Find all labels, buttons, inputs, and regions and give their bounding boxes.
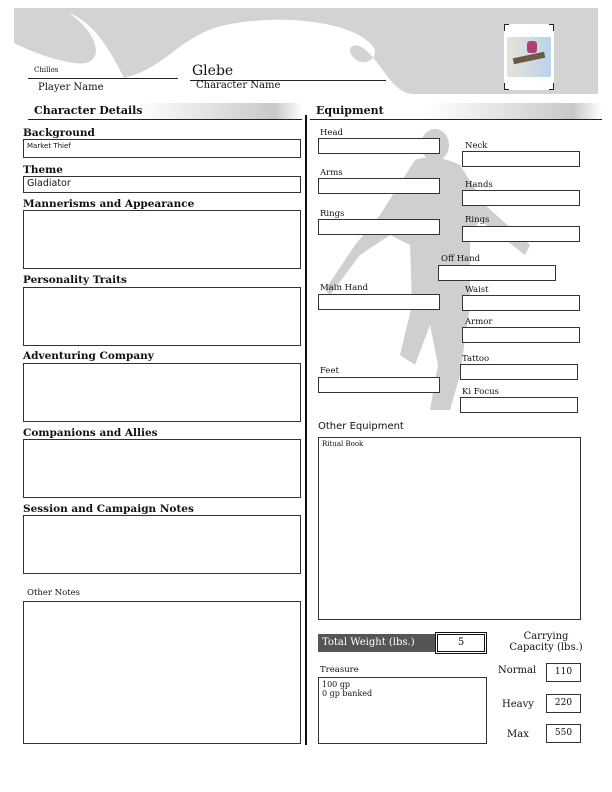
personality-label: Personality Traits (23, 274, 127, 286)
max-capacity-value[interactable]: 550 (546, 724, 581, 743)
background-value: Market Thief (27, 142, 71, 150)
off-hand-label: Off Hand (441, 254, 481, 264)
other-equipment-value: Ritual Book (322, 440, 364, 448)
waist-label: Waist (465, 285, 489, 295)
mannerisms-label: Mannerisms and Appearance (23, 198, 195, 210)
theme-field[interactable] (23, 176, 301, 193)
armor-slot[interactable] (462, 327, 580, 343)
heavy-label: Heavy (502, 699, 534, 710)
theme-value: Gladiator (27, 178, 71, 189)
total-weight-label: Total Weight (lbs.) (318, 634, 436, 652)
hands-slot[interactable] (462, 190, 580, 206)
ki-focus-slot[interactable] (460, 397, 578, 413)
neck-slot[interactable] (462, 151, 580, 167)
feet-slot[interactable] (318, 377, 440, 393)
other-notes-field[interactable] (23, 601, 301, 744)
background-label: Background (23, 127, 95, 139)
heavy-capacity-value[interactable]: 220 (546, 694, 581, 713)
max-label: Max (507, 729, 529, 740)
character-name-label: Character Name (196, 80, 281, 91)
mannerisms-field[interactable] (23, 210, 301, 269)
head-slot[interactable] (318, 138, 440, 154)
total-weight-value: 5 (437, 634, 485, 652)
main-hand-slot[interactable] (318, 294, 440, 310)
other-equipment-label: Other Equipment (318, 421, 404, 432)
normal-capacity-value[interactable]: 110 (546, 663, 581, 682)
other-notes-label: Other Notes (27, 588, 81, 598)
ki-focus-label: Ki Focus (462, 387, 499, 397)
tattoo-slot[interactable] (460, 364, 578, 380)
background-field[interactable] (23, 139, 301, 158)
treasure-field[interactable] (318, 677, 487, 744)
head-label: Head (320, 128, 343, 138)
equipment-header: Equipment (310, 103, 602, 120)
hands-label: Hands (465, 180, 493, 190)
player-name-label: Player Name (38, 82, 104, 93)
feet-label: Feet (320, 366, 339, 376)
waist-slot[interactable] (462, 295, 580, 311)
treasure-line-1: 100 gp (322, 680, 351, 689)
company-label: Adventuring Company (23, 350, 154, 362)
rings-left-slot[interactable] (318, 219, 440, 235)
portrait-frame[interactable] (504, 24, 554, 90)
companions-label: Companions and Allies (23, 427, 158, 439)
carrying-capacity-label: Carrying Capacity (lbs.) (509, 631, 583, 653)
session-label: Session and Campaign Notes (23, 503, 194, 515)
main-hand-label: Main Hand (320, 283, 369, 293)
character-details-header: Character Details (28, 103, 302, 120)
company-field[interactable] (23, 363, 301, 422)
session-field[interactable] (23, 515, 301, 574)
normal-label: Normal (498, 665, 537, 676)
rings-right-label: Rings (465, 215, 490, 225)
off-hand-slot[interactable] (438, 265, 556, 281)
arms-slot[interactable] (318, 178, 440, 194)
treasure-label: Treasure (320, 665, 359, 675)
companions-field[interactable] (23, 439, 301, 498)
rings-left-label: Rings (320, 209, 345, 219)
tattoo-label: Tattoo (462, 354, 490, 364)
treasure-line-2: 0 gp banked (322, 689, 373, 698)
arms-label: Arms (320, 168, 343, 178)
other-equipment-field[interactable] (318, 437, 581, 620)
character-name-value[interactable]: Glebe (192, 63, 234, 79)
rings-right-slot[interactable] (462, 226, 580, 242)
character-portrait-image (507, 37, 551, 77)
total-weight-field[interactable] (435, 632, 487, 654)
player-name-value[interactable]: Chillos (34, 66, 59, 74)
personality-field[interactable] (23, 287, 301, 346)
neck-label: Neck (465, 141, 488, 151)
column-divider (305, 115, 307, 745)
theme-label: Theme (23, 164, 63, 176)
armor-label: Armor (465, 317, 493, 327)
